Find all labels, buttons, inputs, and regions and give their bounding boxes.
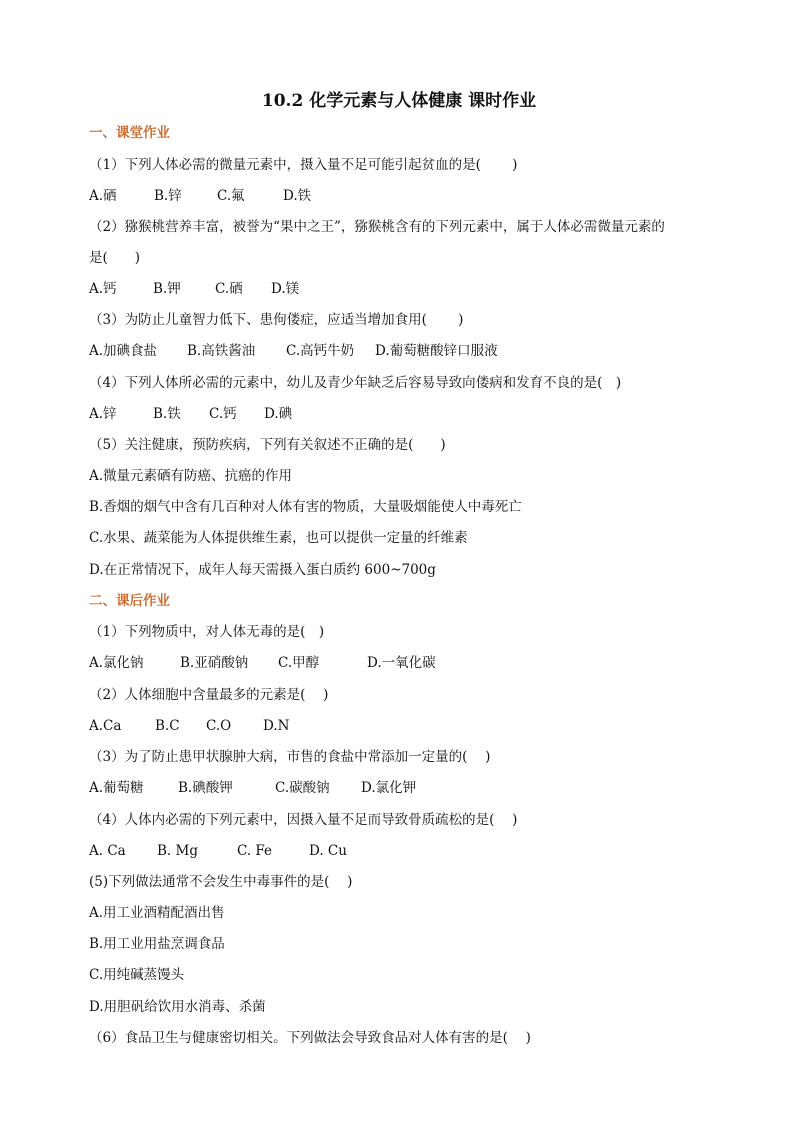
option-b: B.香烟的烟气中含有几百种对人体有害的物质，大量吸烟能使人中毒死亡 [89, 499, 522, 515]
question-stem: （4）下列人体所必需的元素中，幼儿及青少年缺乏后容易导致向偻病和发育不良的是( ) [89, 375, 622, 391]
option-c: C.钙 [209, 406, 237, 422]
option-d: D.N [263, 718, 290, 734]
question-stem: （1）下列物质中，对人体无毒的是( ) [89, 624, 325, 640]
option-c: C.高钙牛奶 [286, 343, 355, 359]
option-a: A.加碘食盐 [89, 343, 158, 359]
option-d: D.用胆矾给饮用水消毒、杀菌 [89, 999, 266, 1015]
option-b: B.高铁酱油 [187, 343, 256, 359]
question-stem: （2）人体细胞中含量最多的元素是( ) [89, 687, 329, 703]
option-row [89, 342, 498, 360]
option-c: C.碳酸钠 [275, 780, 330, 796]
option-d: D. Cu [309, 843, 347, 859]
question-stem: （2）猕猴桃营养丰富，被誉为“果中之王”，猕猴桃含有的下列元素中，属于人体必需微量元素的 [89, 219, 665, 235]
option-a: A.微量元素硒有防癌、抗癌的作用 [89, 468, 293, 484]
option-c: C.用纯碱蒸馒头 [89, 967, 185, 983]
option-row [89, 405, 292, 423]
option-b: B.锌 [154, 188, 182, 204]
page-title: 10.2 化学元素与人体健康 课时作业 [261, 91, 537, 111]
option-d: D.一氧化碳 [367, 655, 436, 671]
option-b: B.碘酸钾 [178, 780, 233, 796]
question-stem: （5）关注健康，预防疾病，下列有关叙述不正确的是( ) [89, 437, 446, 453]
option-c: C.水果、蔬菜能为人体提供维生素，也可以提供一定量的纤维素 [89, 530, 468, 546]
question-stem: （3）为防止儿童智力低下、患佝偻症，应适当增加食用( ) [89, 312, 464, 328]
option-a: A.Ca [89, 718, 122, 734]
option-a: A.锌 [89, 406, 117, 422]
option-c: C. Fe [237, 843, 273, 859]
option-b: B.铁 [153, 406, 181, 422]
section-heading-homework: 二、课后作业 [89, 593, 170, 609]
option-c: C.O [206, 718, 232, 734]
option-row [89, 717, 289, 735]
option-c: C.硒 [215, 281, 243, 297]
option-b: B. Mg [157, 843, 198, 859]
question-stem-continued: 是( ) [89, 250, 141, 266]
option-a: A. Ca [89, 843, 126, 859]
option-d: D.铁 [283, 188, 312, 204]
option-c: C.甲醇 [278, 655, 320, 671]
option-b: B.用工业用盐烹调食品 [89, 936, 225, 952]
question-stem: （1）下列人体必需的微量元素中，摄入量不足可能引起贫血的是( ) [89, 157, 518, 173]
option-d: D.葡萄糖酸锌口服液 [375, 343, 498, 359]
option-row [89, 842, 347, 860]
option-row [89, 187, 311, 205]
option-a: A.用工业酒精配酒出售 [89, 905, 225, 921]
option-d: D.在正常情况下，成年人每天需摄入蛋白质约 600~700g [89, 562, 436, 578]
option-d: D.镁 [271, 281, 300, 297]
option-a: A.氯化钠 [89, 655, 144, 671]
option-row [89, 280, 299, 298]
question-stem: （3）为了防止患甲状腺肿大病，市售的食盐中常添加一定量的( ) [89, 749, 491, 765]
question-stem: （6）食品卫生与健康密切相关。下列做法会导致食品对人体有害的是( ) [89, 1030, 531, 1046]
option-c: C.氟 [217, 188, 245, 204]
option-a: A.葡萄糖 [89, 780, 144, 796]
option-row [89, 654, 436, 672]
option-d: D.碘 [264, 406, 293, 422]
option-a: A.硒 [89, 188, 117, 204]
question-stem: (5)下列做法通常不会发生中毒事件的是( ) [89, 874, 353, 890]
section-heading-classwork: 一、课堂作业 [89, 125, 170, 141]
option-b: B.C [155, 718, 180, 734]
option-d: D.氯化钾 [361, 780, 417, 796]
question-stem: （4）人体内必需的下列元素中，因摄入量不足而导致骨质疏松的是( ) [89, 812, 518, 828]
option-a: A.钙 [89, 281, 117, 297]
option-b: B.亚硝酸钠 [180, 655, 249, 671]
option-row [89, 779, 416, 797]
option-b: B.钾 [153, 281, 181, 297]
